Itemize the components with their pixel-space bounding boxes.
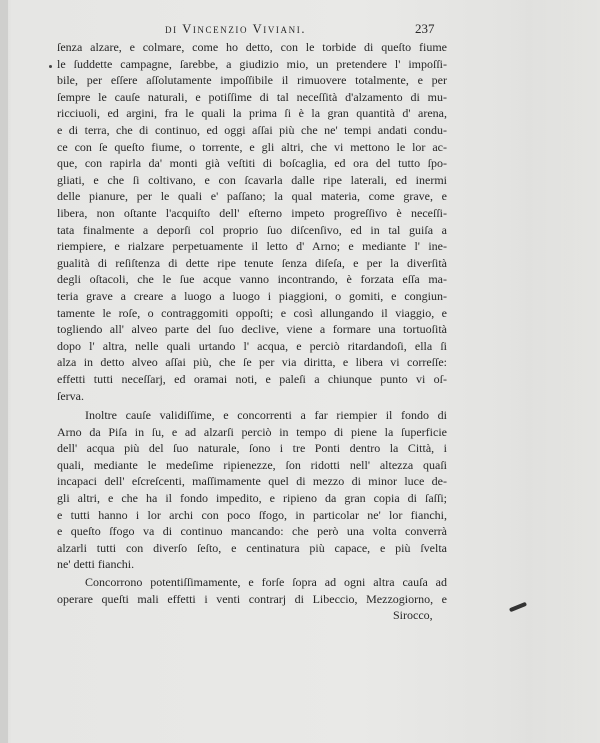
- text-line: gualità di reſiſtenza di dette ripe tenute ſenza diſeſa, e per la diverſità: [57, 255, 447, 270]
- text-line: quali, mediante le medeſime ripienezze, ſon ridotti nell' altezza quaſi: [57, 457, 447, 472]
- text-line: e di terra, che di continuo, ed oggi aſſai più che ne' tempi andati condu-: [57, 123, 447, 137]
- text-line: Inoltre cauſe validiſſime, e concorrenti a far riempier il fondo di: [85, 408, 447, 422]
- text-line: Concorrono potentiſſimamente, e forſe ſopra ad ogni altra cauſa ad: [85, 575, 447, 589]
- page-header: [57, 22, 447, 38]
- running-title: di Vincenzio Viviani.: [165, 22, 307, 36]
- ink-speck: [49, 65, 52, 68]
- text-line: bile, per eſſere aſſolutamente impoſſibile il rimuovere totalmente, e per: [57, 73, 447, 88]
- text-line: ricciuoli, ed argini, fra le quali la prima ſi è la gran quantità d' arena,: [57, 106, 447, 121]
- page-binding-edge: [0, 0, 8, 743]
- text-line: gli altri, e che ha il fondo impedito, e ripieno da gran copia di ſaſſi;: [57, 491, 447, 505]
- text-line: togliendo all' alveo parte del ſuo declive, viene a formare una tortuoſità: [57, 322, 447, 337]
- page-margin-shade: [505, 0, 600, 743]
- text-line: dell' acqua più del ſuo naturale, ſono i tre Ponti dentro la Città, i: [57, 441, 447, 456]
- text-line: Arno da Piſa in ſu, e ad alzarſi perciò in tempo di piene la ſuperficie: [57, 424, 447, 439]
- text-line: e tutti hanno i lor archi con poco ſfogo, in particolar ne' lor fianchi,: [57, 507, 447, 522]
- text-line: ſerva.: [57, 388, 84, 403]
- text-line: tamente le roſe, o contraggomiti oppoſti; e così allungando il viaggio, e: [57, 305, 447, 320]
- text-line: ſenza alzare, e colmare, come ho detto, con le torbide di queſto fiume: [57, 40, 447, 54]
- catchword: Sirocco,: [393, 608, 433, 622]
- text-line: ce con ſe queſto fiume, o torrente, e gli altri, che vi mettono le lor ac-: [57, 139, 447, 154]
- text-line: tata finalmente a deporſi col proprio ſuo diſcenſivo, ed in tal guiſa a: [57, 222, 447, 237]
- page-number: 237: [415, 21, 435, 36]
- text-line: ſempre le cauſe naturali, e potiſſime di tal neceſſità d'alzamento di mu-: [57, 89, 447, 104]
- text-line: effetti tutti neceſſarj, ed oramai noti, e paleſi a chiunque punto vi oſ-: [57, 372, 447, 386]
- text-line: delle pianure, per le quali e' paſſano; la qual materia, come grave, e: [57, 189, 447, 204]
- text-line: ne' detti fianchi.: [57, 557, 135, 572]
- text-line: dopo l' altra, nelle quali urtando l' acqua, e perciò ritardandoſi, ella ſi: [57, 338, 447, 353]
- text-line: e queſto ſfogo va di continuo mancando: che però una volta converrà: [57, 524, 447, 539]
- text-line: riempiere, e rialzare perpetuamente il letto d' Arno; e mediante l' ine-: [57, 239, 447, 254]
- text-line: teria grave a creare a luogo a luogo i piaggioni, o gomiti, e congiun-: [57, 289, 447, 303]
- text-line: operare queſti mali effetti i venti contrarj di Libeccio, Mezzogiorno, e: [57, 591, 447, 606]
- text-line: alza in detto alveo aſſai più, che ſe per via diritta, e libera vi correſſe:: [57, 355, 447, 370]
- text-line: incapaci dell' eſcreſcenti, maſſimamente quel di mezzo di minor luce de-: [57, 474, 447, 489]
- text-line: que, con rapirla da' monti già veſtiti di boſcaglia, ed ora del tutto ſpo-: [57, 156, 447, 171]
- text-line: le ſuddette campagne, ſarebbe, a giudizio mio, un pretendere l' impoſſi-: [57, 56, 447, 71]
- text-line: libera, non oſtante l'acquiſto dell' eſterno impeto progreſſivo è neceſſi-: [57, 206, 447, 220]
- text-line: gliati, e che ſi coltivano, e con ſcavarla dalle ripe laterali, ed inermi: [57, 172, 447, 187]
- text-line: alzarli tutti con diverſo ſeſto, e centinatura più capace, e più ſvelta: [57, 540, 447, 555]
- text-line: degli oſtacoli, che le ſue acque vanno incontrando, è forzata eſſa ma-: [57, 272, 447, 287]
